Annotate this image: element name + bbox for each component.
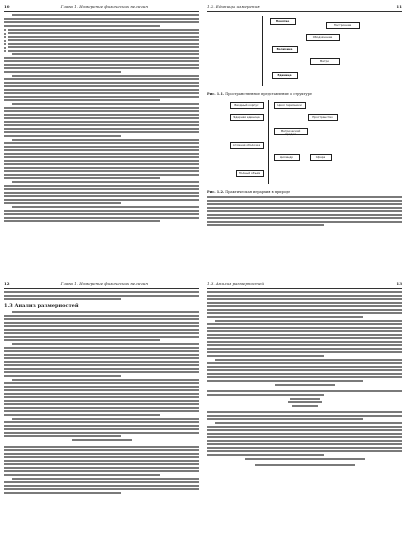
- section-title: 1.3 Анализ размерностей: [4, 303, 79, 309]
- page-body: [207, 14, 402, 267]
- equation: [4, 439, 199, 443]
- equation: [207, 458, 402, 462]
- diagram-box: Метро: [310, 58, 340, 65]
- paragraph: [4, 343, 199, 377]
- paragraph: [4, 14, 199, 27]
- page-11: [207, 4, 402, 267]
- figure-caption-text: Практическая иерархия в природе: [225, 190, 291, 194]
- equation: [207, 384, 402, 388]
- paragraph: [4, 291, 199, 300]
- paragraph: [207, 422, 402, 456]
- diagram-box: Цикл гармоники: [274, 102, 306, 109]
- paragraph: [207, 390, 402, 396]
- running-title: 1.2. Единицы измерения: [207, 4, 260, 9]
- figure-caption: [207, 92, 402, 96]
- page-10: [4, 4, 199, 267]
- page-header: [207, 281, 402, 289]
- paragraph: [4, 139, 199, 180]
- equation-system: [207, 398, 402, 409]
- figure-2-diagram: [230, 98, 380, 188]
- paragraph: [207, 359, 402, 382]
- paragraph: [4, 418, 199, 438]
- diagram-box: Сфера: [310, 154, 332, 161]
- paragraph: [207, 320, 402, 357]
- paragraph: [207, 291, 402, 318]
- paragraph: [4, 75, 199, 102]
- diagram-box: Цилиндр: [274, 154, 300, 161]
- page-header: [4, 4, 199, 12]
- page-number: 11: [396, 4, 402, 9]
- diagram-box: Ободзачение: [306, 34, 340, 41]
- diagram-box: Метрический предел: [274, 128, 308, 135]
- page-13: [207, 281, 402, 546]
- diagram-box: Построение: [326, 22, 360, 29]
- diagram-box: Атомная оболочка: [230, 142, 264, 149]
- paragraph: [4, 53, 199, 73]
- figure-caption: [207, 190, 402, 194]
- paragraph: [4, 181, 199, 204]
- page-number: 10: [4, 4, 10, 9]
- page-body: [4, 291, 199, 546]
- running-title: Глава 1. Измерение физических величин: [60, 4, 148, 9]
- page-number: 13: [396, 281, 402, 286]
- diagram-box: Пространство: [308, 114, 338, 121]
- page-header: [207, 4, 402, 12]
- paragraph: [4, 379, 199, 416]
- figure-caption-text: Пространственное представление о структуре: [225, 92, 312, 96]
- page-body: [207, 291, 402, 546]
- figure-label: Рис. 1.2.: [207, 190, 225, 194]
- figure-label: Рис. 1.1.: [207, 92, 225, 96]
- paragraph: [207, 196, 402, 226]
- equation: [207, 464, 402, 468]
- paragraph: [4, 446, 199, 476]
- paragraph: [4, 103, 199, 137]
- page-12: [4, 281, 199, 546]
- figure-1-diagram: [230, 14, 380, 90]
- paragraph: [4, 478, 199, 494]
- diagram-box: Величина: [272, 46, 298, 53]
- diagram-box: Вводный корпус: [230, 102, 264, 109]
- page-body: [4, 14, 199, 267]
- diagram-box: Единица: [272, 72, 298, 79]
- paragraph: [4, 311, 199, 341]
- running-title: 1.3. Анализ размерностей: [207, 281, 264, 286]
- paragraph: [207, 411, 402, 420]
- page-number: 12: [4, 281, 10, 286]
- paragraph: [4, 206, 199, 222]
- diagram-box: Ядерная единица: [230, 114, 264, 121]
- diagram-box: Полный объем: [236, 170, 264, 177]
- running-title: Глава 1. Измерение физических величин: [60, 281, 148, 286]
- diagram-box: Понятие: [270, 18, 296, 25]
- page-header: [4, 281, 199, 289]
